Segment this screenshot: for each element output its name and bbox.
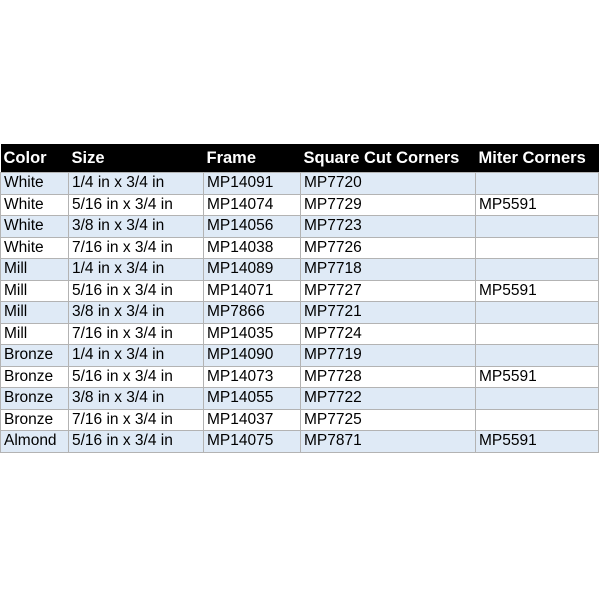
cell-square-cut: MP7871 (301, 431, 476, 453)
cell-miter (476, 237, 599, 259)
table-row (1, 216, 599, 238)
cell-miter: MP5591 (476, 431, 599, 453)
cell-color: Bronze (1, 409, 69, 431)
table-row (1, 388, 599, 410)
cell-miter (476, 173, 599, 195)
cell-frame: MP14055 (204, 388, 301, 410)
header-row (1, 144, 599, 173)
cell-color: Bronze (1, 388, 69, 410)
cell-frame: MP14074 (204, 194, 301, 216)
cell-frame: MP14089 (204, 259, 301, 281)
cell-size: 7/16 in x 3/4 in (69, 323, 204, 345)
cell-square-cut: MP7726 (301, 237, 476, 259)
table-row (1, 280, 599, 302)
cell-color: White (1, 173, 69, 195)
cell-size: 1/4 in x 3/4 in (69, 259, 204, 281)
cell-square-cut: MP7722 (301, 388, 476, 410)
cell-miter (476, 409, 599, 431)
cell-square-cut: MP7723 (301, 216, 476, 238)
cell-frame: MP14090 (204, 345, 301, 367)
cell-color: Mill (1, 323, 69, 345)
cell-color: White (1, 216, 69, 238)
cell-size: 3/8 in x 3/4 in (69, 216, 204, 238)
cell-frame: MP14038 (204, 237, 301, 259)
table-row (1, 323, 599, 345)
header-frame: Frame (204, 144, 301, 173)
cell-miter (476, 216, 599, 238)
cell-size: 5/16 in x 3/4 in (69, 366, 204, 388)
cell-square-cut: MP7721 (301, 302, 476, 324)
cell-square-cut: MP7725 (301, 409, 476, 431)
cell-frame: MP14071 (204, 280, 301, 302)
cell-size: 1/4 in x 3/4 in (69, 345, 204, 367)
cell-miter: MP5591 (476, 280, 599, 302)
cell-square-cut: MP7727 (301, 280, 476, 302)
table-row (1, 366, 599, 388)
cell-frame: MP14037 (204, 409, 301, 431)
table-row (1, 345, 599, 367)
cell-frame: MP14035 (204, 323, 301, 345)
cell-size: 5/16 in x 3/4 in (69, 431, 204, 453)
table-row (1, 409, 599, 431)
cell-frame: MP7866 (204, 302, 301, 324)
cell-square-cut: MP7729 (301, 194, 476, 216)
product-spec-table-container (0, 144, 600, 453)
cell-miter: MP5591 (476, 194, 599, 216)
cell-size: 1/4 in x 3/4 in (69, 173, 204, 195)
header-miter-corners: Miter Corners (476, 144, 599, 173)
cell-miter (476, 345, 599, 367)
cell-size: 3/8 in x 3/4 in (69, 302, 204, 324)
cell-size: 3/8 in x 3/4 in (69, 388, 204, 410)
table-row (1, 173, 599, 195)
cell-size: 5/16 in x 3/4 in (69, 194, 204, 216)
header-size: Size (69, 144, 204, 173)
cell-square-cut: MP7724 (301, 323, 476, 345)
cell-color: Bronze (1, 345, 69, 367)
cell-color: Almond (1, 431, 69, 453)
cell-frame: MP14073 (204, 366, 301, 388)
cell-color: Bronze (1, 366, 69, 388)
header-square-cut-corners: Square Cut Corners (301, 144, 476, 173)
table-row (1, 302, 599, 324)
cell-size: 7/16 in x 3/4 in (69, 237, 204, 259)
cell-size: 7/16 in x 3/4 in (69, 409, 204, 431)
cell-miter (476, 259, 599, 281)
header-color: Color (1, 144, 69, 173)
cell-square-cut: MP7719 (301, 345, 476, 367)
cell-color: Mill (1, 280, 69, 302)
cell-miter (476, 323, 599, 345)
frame-parts-table (0, 144, 599, 453)
cell-square-cut: MP7728 (301, 366, 476, 388)
table-row (1, 237, 599, 259)
cell-frame: MP14091 (204, 173, 301, 195)
cell-miter (476, 302, 599, 324)
table-row (1, 194, 599, 216)
cell-color: White (1, 237, 69, 259)
cell-color: Mill (1, 302, 69, 324)
cell-miter: MP5591 (476, 366, 599, 388)
cell-miter (476, 388, 599, 410)
cell-square-cut: MP7718 (301, 259, 476, 281)
cell-frame: MP14075 (204, 431, 301, 453)
table-row (1, 259, 599, 281)
cell-size: 5/16 in x 3/4 in (69, 280, 204, 302)
cell-color: White (1, 194, 69, 216)
cell-color: Mill (1, 259, 69, 281)
table-row (1, 431, 599, 453)
cell-frame: MP14056 (204, 216, 301, 238)
cell-square-cut: MP7720 (301, 173, 476, 195)
